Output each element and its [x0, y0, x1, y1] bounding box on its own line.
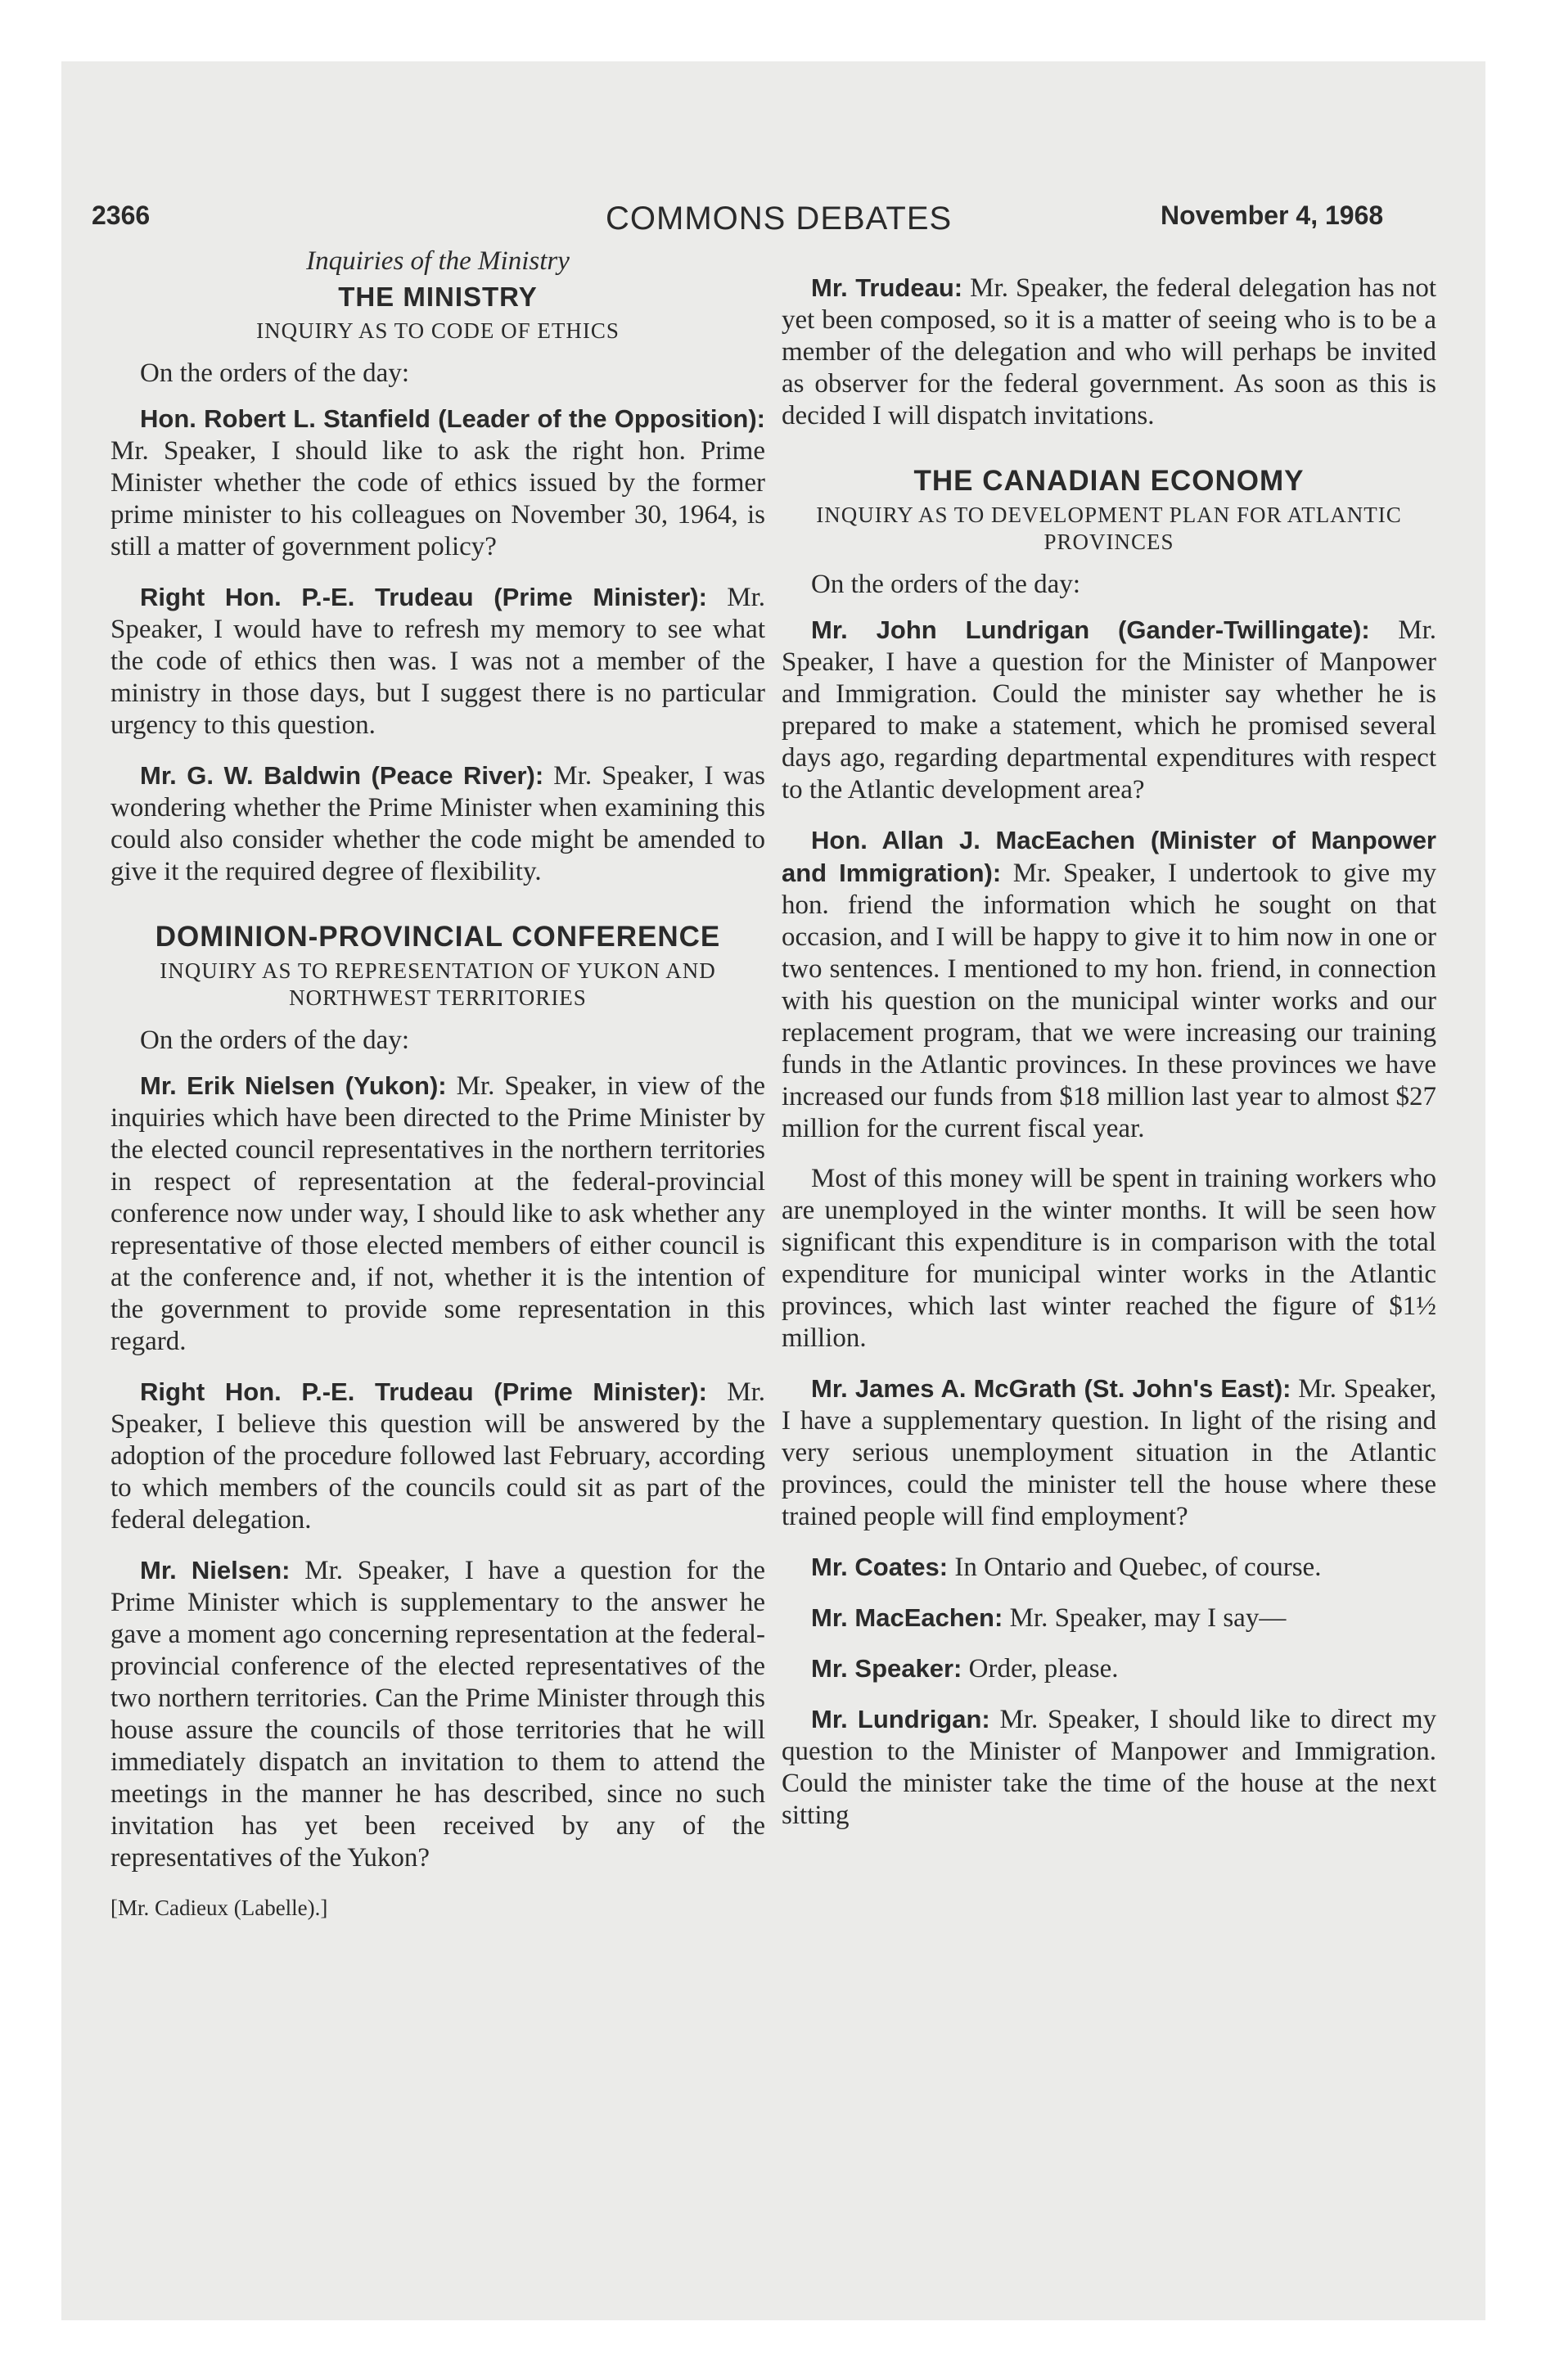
speech-text: Mr. Speaker, I should like to direct my question to the Minister of Manpower and Immigration. Could the minister take the time of the house at the next sitting	[782, 1705, 1436, 1830]
running-title: COMMONS DEBATES	[606, 201, 953, 237]
speaker-name: Mr. Trudeau:	[811, 273, 963, 302]
speech-text: Mr. Speaker, I should like to ask the right hon. Prime Minister whether the code of ethics issued by the former prime minister to his colleagues on November 30, 1964, is still a matter of government policy?	[110, 436, 765, 561]
speaker-name: Mr. Speaker:	[811, 1654, 962, 1683]
speech-lundrigan-1	[782, 614, 1436, 806]
speech-text: Mr. Speaker, I have a supplementary question. In light of the rising and very serious unemployment situation in the Atlantic provinces, could the minister tell the house where these trained people will find employment?	[782, 1374, 1436, 1531]
page-number: 2366	[92, 201, 151, 230]
speaker-name: Mr. Erik Nielsen (Yukon):	[140, 1071, 447, 1100]
subheading-code-of-ethics: INQUIRY AS TO CODE OF ETHICS	[256, 318, 620, 343]
speech-baldwin	[110, 760, 765, 888]
speech-text: Mr. Speaker, I was wondering whether the Prime Minister when examining this could also consider whether the code might be amended to give it the required degree of flexibility.	[110, 761, 765, 886]
left-column	[110, 246, 765, 1924]
speaker-name: Hon. Robert L. Stanfield (Leader of the Opposition):	[140, 404, 765, 433]
orders-of-the-day: On the orders of the day:	[811, 570, 1080, 599]
heading-canadian-economy: THE CANADIAN ECONOMY	[913, 465, 1305, 497]
speech-nielsen-1	[110, 1070, 765, 1358]
speaker-name: Mr. MacEachen:	[811, 1603, 1003, 1632]
speech-trudeau-3	[782, 272, 1436, 432]
speaker-name: Mr. John Lundrigan (Gander-Twillingate):	[811, 615, 1370, 644]
speaker-name: Right Hon. P.-E. Trudeau (Prime Minister):	[140, 583, 707, 611]
speech-lundrigan-2	[782, 1703, 1436, 1832]
speech-text: Mr. Speaker, I undertook to give my hon. friend the information which he sought on that occasion, and I will be happy to give it to him now in one or two sentences. I mentioned to my hon. friend, in connection with his question on the municipal winter works and our replacement program, that we were increasing our training funds in the Atlantic provinces. In these provinces we have increased our funds from $18 million last year to almost $27 million for the current fiscal year.	[782, 859, 1436, 1143]
section-label: Inquiries of the Ministry	[306, 246, 570, 276]
speaker-name: Mr. Nielsen:	[140, 1556, 291, 1584]
speech-text: Mr. Speaker, in view of the inquiries which have been directed to the Prime Minister by the elected council representatives in the northern territories in respect of representation at the federal-provincial conference now under way, I should like to ask whether any representative of those elected members of either council is at the conference and, if not, whether it is the intention of the government to provide some representation in this regard.	[110, 1071, 765, 1356]
issue-date: November 4, 1968	[1161, 201, 1384, 230]
speech-trudeau-2	[110, 1376, 765, 1536]
speaker-name: Hon. Allan J. MacEachen (Minister of Manpower and Immigration):	[782, 826, 1436, 887]
subheading-yukon-representation: INQUIRY AS TO REPRESENTATION OF YUKON AND NORTHWEST TERRITORIES	[160, 958, 716, 1010]
paragraph-training-funds: Most of this money will be spent in training workers who are unemployed in the winter months. It will be seen how significant this expenditure is in comparison with the total expenditure for municipal winter works in the Atlantic provinces, which last winter reached the figure of $1½ million.	[782, 1164, 1436, 1353]
speech-text: Mr. Speaker, I would have to refresh my memory to see what the code of ethics then was. I was not a member of the ministry in those days, but I suggest there is no particular urgency to this question.	[110, 583, 765, 740]
right-column	[782, 272, 1436, 1850]
orders-of-the-day: On the orders of the day:	[140, 1025, 409, 1055]
heading-dominion-provincial: DOMINION-PROVINCIAL CONFERENCE	[155, 921, 721, 953]
speech-text: Mr. Speaker, I believe this question will be answered by the adoption of the procedure followed last February, according to which members of the councils could sit as part of the federal delegation.	[110, 1377, 765, 1535]
footer-note: [Mr. Cadieux (Labelle).]	[110, 1895, 328, 1920]
speech-trudeau-1	[110, 581, 765, 741]
speech-maceachen-2	[782, 1602, 1436, 1634]
speech-speaker	[782, 1652, 1436, 1685]
speech-mcgrath	[782, 1373, 1436, 1533]
speaker-name: Mr. G. W. Baldwin (Peace River):	[140, 761, 544, 790]
speech-text: Mr. Speaker, the federal delegation has not yet been composed, so it is a matter of seeing who is to be a member of the delegation and who will perhaps be invited as observer for the federal government. As soon as this is decided I will dispatch invitations.	[782, 273, 1437, 430]
speaker-name: Mr. Coates:	[811, 1553, 949, 1581]
speech-text: Mr. Speaker, I have a question for the Minister of Manpower and Immigration. Could the minister say whether he is prepared to make a statement, which he promised several days ago, regarding departmental expenditures with respect to the Atlantic development area?	[782, 615, 1436, 805]
speaker-name: Right Hon. P.-E. Trudeau (Prime Minister):	[140, 1377, 707, 1406]
orders-of-the-day: On the orders of the day:	[140, 358, 409, 388]
speech-text: Mr. Speaker, may I say—	[1003, 1603, 1287, 1633]
speech-nielsen-2	[110, 1554, 765, 1874]
speech-text: Order, please.	[962, 1654, 1119, 1684]
speech-coates	[782, 1551, 1436, 1584]
speech-maceachen-1	[782, 824, 1436, 1145]
speaker-name: Mr. James A. McGrath (St. John's East):	[811, 1374, 1291, 1403]
speech-text: In Ontario and Quebec, of course.	[948, 1553, 1322, 1582]
speech-text: Mr. Speaker, I have a question for the Prime Minister which is supplementary to the answer he gave a moment ago concerning representation at the federal-provincial conference of the elected representatives of the two northern territories. Can the Prime Minister through this house assure the councils of those territories that he will immediately dispatch an invitation to them to attend the meetings in the manner he has described, since no such invitation has yet been received by any of the representatives of the Yukon?	[110, 1556, 765, 1873]
speech-stanfield	[110, 403, 765, 563]
subheading-atlantic-provinces: INQUIRY AS TO DEVELOPMENT PLAN FOR ATLANTIC PROVINCES	[816, 503, 1402, 554]
heading-the-ministry: THE MINISTRY	[338, 282, 538, 312]
speaker-name: Mr. Lundrigan:	[811, 1705, 990, 1733]
